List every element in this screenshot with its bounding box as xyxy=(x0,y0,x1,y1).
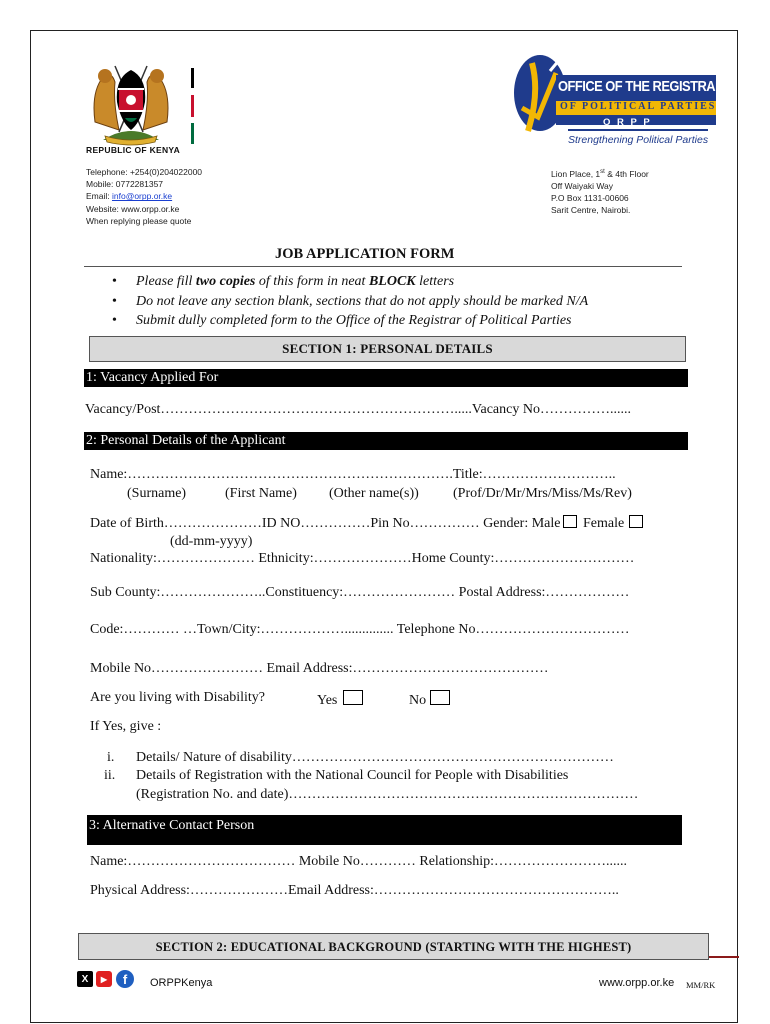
flag-bar-green xyxy=(191,123,194,144)
form-title: JOB APPLICATION FORM xyxy=(275,246,455,262)
yes-label: Yes xyxy=(317,693,338,708)
male-checkbox[interactable] xyxy=(563,515,577,528)
dob-text: Date of Birth…………………ID NO……………Pin No…………… Gender: Male xyxy=(90,516,561,531)
facebook-social-icon[interactable]: f xyxy=(116,970,134,988)
logo-title: OFFICE OF THE REGISTRAR xyxy=(558,78,724,95)
vacancy-line: Vacancy/Post……………………………………………………….....Vacancy No……………...... xyxy=(85,402,631,417)
title-rule xyxy=(84,266,682,267)
item-ii-number: ii. xyxy=(104,768,116,783)
instruction-bold: BLOCK xyxy=(368,274,416,289)
instruction-item: • Submit dully completed form to the Office of the Registrar of Political Parties xyxy=(112,311,588,331)
yes-checkbox[interactable] xyxy=(343,690,363,705)
item-ii-text: Details of Registration with the National Council for People with Disabilities xyxy=(136,768,569,783)
name-sub-surname: (Surname) xyxy=(127,486,187,501)
name-sub-othernames: (Other name(s)) xyxy=(329,486,419,501)
section1-header: SECTION 1: PERSONAL DETAILS xyxy=(89,336,686,362)
contact-left xyxy=(86,166,202,227)
no-checkbox[interactable] xyxy=(430,690,450,705)
item-ii-text-cont: (Registration No. and date)………………………………………………………………… xyxy=(136,787,639,802)
contact-right xyxy=(551,166,649,217)
code-line: Code:………… …Town/City:……………….............. Telephone No…………………………… xyxy=(90,622,630,637)
flag-bar-red xyxy=(191,95,194,117)
quote-text: When replying please quote xyxy=(86,215,192,226)
website-text: Website: www.orpp.or.ke xyxy=(86,203,180,214)
kenya-coat-of-arms-icon xyxy=(85,52,177,147)
address-line-3: P.O Box 1131-00606 xyxy=(551,193,629,204)
section2-side-rule xyxy=(709,956,739,958)
item-i-number: i. xyxy=(107,750,115,765)
coat-caption: REPUBLIC OF KENYA xyxy=(86,145,181,155)
footer-handle: ORPPKenya xyxy=(150,977,213,989)
name-sub-firstname: (First Name) xyxy=(225,486,297,501)
alt-address-line: Physical Address:…………………Email Address:…………………………………………….. xyxy=(90,883,619,898)
instruction-item xyxy=(112,272,588,292)
dob-format: (dd-mm-yyyy) xyxy=(170,534,253,549)
logo-acronym: O R P P xyxy=(603,117,652,128)
disability-question: Are you living with Disability? xyxy=(90,690,265,705)
instruction-item: • Do not leave any section blank, sections that do not apply should be marked N/A xyxy=(112,292,588,312)
alt-name-line: Name:……………………………… Mobile No………… Relationship:……………………...... xyxy=(90,854,628,869)
instructions-list xyxy=(112,272,588,331)
personal-details-bar: 2: Personal Details of the Applicant xyxy=(84,432,688,450)
if-yes-label: If Yes, give : xyxy=(90,719,162,734)
address-sup: st xyxy=(600,169,605,175)
email-label: Email: xyxy=(86,191,112,202)
no-option xyxy=(409,690,450,709)
subcounty-line: Sub County:…………………..Constituency:…………………… Postal Address:……………… xyxy=(90,585,630,600)
youtube-social-icon[interactable]: ▶ xyxy=(96,971,112,987)
footer-website[interactable]: www.orpp.or.ke xyxy=(599,977,675,989)
instruction-bold: two copies xyxy=(195,274,256,289)
address-line-2: Off Waiyaki Way xyxy=(551,181,614,192)
address-line-1a: Lion Place, 1 xyxy=(551,168,601,179)
address-line-4: Sarit Centre, Nairobi. xyxy=(551,205,631,216)
logo-tagline: Strengthening Political Parties xyxy=(568,134,709,146)
telephone-text: Telephone: +254(0)204022000 xyxy=(86,167,203,177)
mobile-text: Mobile: 0772281357 xyxy=(86,179,164,190)
no-label: No xyxy=(409,693,427,708)
mobile-line: Mobile No…………………… Email Address:…………………………………… xyxy=(90,661,549,676)
email-row xyxy=(86,190,202,202)
dob-line xyxy=(90,515,643,532)
vacancy-bar: 1: Vacancy Applied For xyxy=(84,369,688,387)
nationality-line: Nationality:………………… Ethnicity:…………………Home County:………………………… xyxy=(90,551,635,566)
female-checkbox[interactable] xyxy=(629,515,643,528)
email-link[interactable]: info@orpp.or.ke xyxy=(111,191,173,202)
item-i-text: Details/ Nature of disability…………………………………………………………… xyxy=(136,750,614,765)
flag-bar-black xyxy=(191,68,194,88)
instruction-text: Please fill xyxy=(136,274,196,289)
x-social-icon[interactable]: X xyxy=(77,971,93,987)
yes-option xyxy=(317,690,363,709)
address-line-1 xyxy=(551,166,649,180)
instruction-text: of this form in neat xyxy=(255,274,369,289)
instruction-text: letters xyxy=(415,274,455,289)
address-line-1b: & 4th Floor xyxy=(604,168,649,179)
logo-subtitle: OF POLITICAL PARTIES xyxy=(560,101,717,112)
section2-header: SECTION 2: EDUCATIONAL BACKGROUND (STARTING WITH THE HIGHEST) xyxy=(78,933,709,960)
name-line: Name:…………………………………………………………….Title:……………………….. xyxy=(90,467,616,482)
alt-contact-bar: 3: Alternative Contact Person xyxy=(87,815,682,845)
name-sub-title: (Prof/Dr/Mr/Mrs/Miss/Ms/Rev) xyxy=(453,486,632,501)
female-label: Female xyxy=(583,516,625,531)
footer-initials: MM/RK xyxy=(686,980,716,990)
